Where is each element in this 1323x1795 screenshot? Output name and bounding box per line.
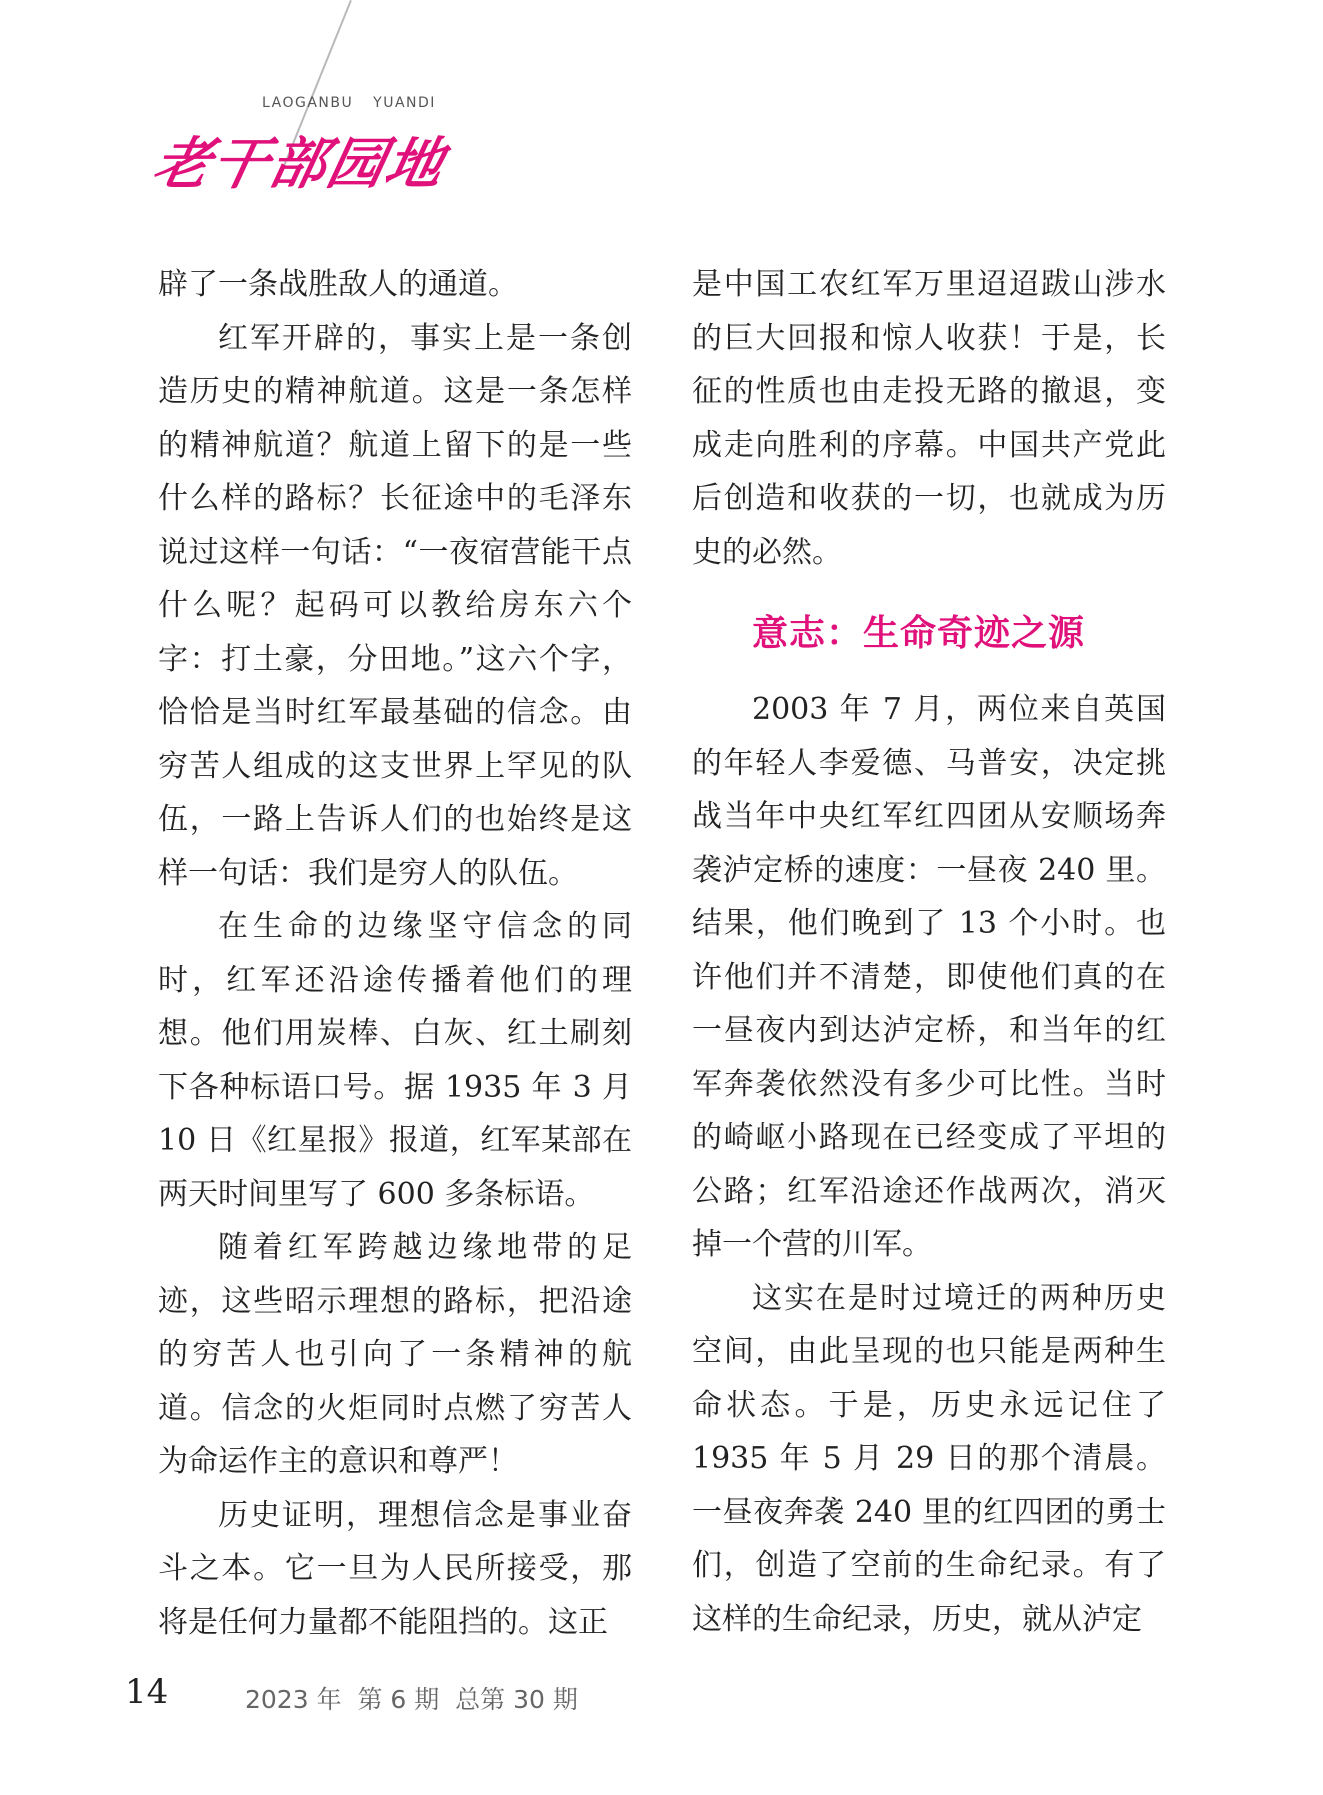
paragraph: 历史证明，理想信念是事业奋斗之本。它一旦为人民所接受，那将是任何力量都不能阻挡的。这正 xyxy=(158,1497,632,1640)
masthead-logo: 老干部园地 xyxy=(147,131,452,197)
paragraph: 红军开辟的，事实上是一条创造历史的精神航道。这是一条怎样的精神航道？航道上留下的是一些什么样的路标？长征途中的毛泽东说过这样一句话：“一夜宿营能干点什么呢？起码可以教给房东六个字：打土豪，分田地。”这六个字，恰恰是当时红军最基础的信念。由穷苦人组成的这支世界上罕见的队伍，一路上告诉人们的也始终是这样一句话：我们是穷人的队伍。 xyxy=(158,320,632,891)
paragraph: 是中国工农红军万里迢迢跋山涉水的巨大回报和惊人收获！于是，长征的性质也由走投无路的撤退，变成走向胜利的序幕。中国共产党此后创造和收获的一切，也就成为历史的必然。 xyxy=(692,267,1166,570)
paragraph: 在生命的边缘坚守信念的同时，红军还沿途传播着他们的理想。他们用炭棒、白灰、红土刷刻下各种标语口号。据 1935 年 3 月 10 日《红星报》报道，红军某部在两天时间里写了 600 多条标语。 xyxy=(158,909,632,1212)
issue-info: 2023 年 第 6 期 总第 30 期 xyxy=(245,1685,578,1714)
paragraph: 这实在是时过境迁的两种历史空间，由此呈现的也只能是两种生命状态。于是，历史永远记住了 1935 年 5 月 29 日的那个清晨。一昼夜奔袭 240 里的红四团的勇士们，创造了空前的生命纪录。有了这样的生命纪录，历史，就从泸定 xyxy=(692,1280,1166,1637)
paragraph: 随着红军跨越边缘地带的足迹，这些昭示理想的路标，把沿途的穷苦人也引向了一条精神的航道。信念的火炬同时点燃了穷苦人为命运作主的意识和尊严！ xyxy=(158,1230,632,1479)
section-heading: 意志：生命奇迹之源 xyxy=(752,613,1086,654)
right-column xyxy=(692,258,1166,1646)
left-column xyxy=(158,258,632,1649)
masthead-english: LAOGANBU YUANDI xyxy=(262,95,436,111)
paragraph: 2003 年 7 月，两位来自英国的年轻人李爱德、马普安，决定挑战当年中央红军红四团从安顺场奔袭泸定桥的速度：一昼夜 240 里。结果，他们晚到了 13 个小时。也许他们并不清楚，即使他们真的在一昼夜内到达泸定桥，和当年的红军奔袭依然没有多少可比性。当时的崎岖小路现在已经变成了平坦的公路；红军沿途还作战两次，消灭掉一个营的川军。 xyxy=(692,692,1166,1262)
page-number: 14 xyxy=(125,1672,169,1712)
paragraph: 辟了一条战胜敌人的通道。 xyxy=(158,267,518,302)
